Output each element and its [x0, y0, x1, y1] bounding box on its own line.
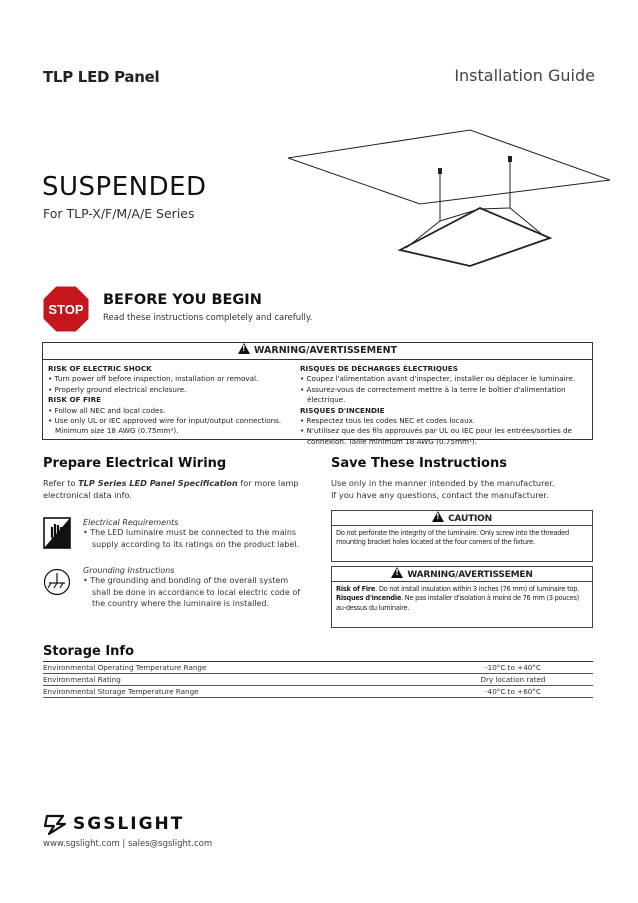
warning-header [43, 343, 592, 360]
electrical-requirements-heading: Electrical Requirements [83, 518, 179, 527]
warning-en-heading-shock: RISK OF ELECTRIC SHOCK [48, 364, 152, 373]
save-instructions-heading: Save These Instructions [331, 456, 507, 471]
risques-incendie-text: . Ne pas installer d'isolation à moins de 76 mm (3 pouces) au-dessus du luminaire. [336, 594, 579, 612]
suspended-panel-illustration [280, 128, 610, 268]
caution-triangle-icon [432, 511, 444, 522]
insulation-warning-box [331, 566, 593, 628]
electrical-hand-icon [43, 517, 71, 549]
insulation-warning-text [332, 582, 592, 616]
insulation-warning-header-text: WARNING/AVERTISSEMEN [407, 570, 533, 580]
row-label: Environmental Storage Temperature Range [43, 686, 433, 698]
caution-header [332, 511, 592, 526]
warning-en-item: • Properly ground electrical enclosure. [48, 384, 187, 394]
before-you-begin-text: Read these instructions completely and carefully. [103, 313, 313, 323]
row-label: Environmental Operating Temperature Range [43, 662, 433, 674]
warning-en-item: • Use only UL or IEC approved wire for input/output connections. Minimum size 18 AWG (0.75mm²). [48, 416, 282, 436]
risques-incendie-label: Risques d'incendie [336, 594, 402, 603]
warning-triangle-icon [238, 343, 250, 354]
warning-en-heading-fire: RISK OF FIRE [48, 395, 102, 405]
row-label: Environmental Rating [43, 674, 433, 686]
spec-reference-link[interactable]: TLP Series LED Panel Specification [78, 478, 238, 488]
brand-logo-text: SGSLIGHT [73, 814, 185, 834]
save-instructions-text [331, 477, 601, 501]
warning-fr-item: • Respectez tous les codes NEC et codes locaux. [300, 416, 476, 426]
storage-table [43, 661, 593, 698]
risk-of-fire-text: . Do not install insulation within 3 inches (76 mm) of luminaire top. [375, 585, 579, 593]
warning-fr-item: • Coupez l'alimentation avant d'inspecter, installer ou déplacer le luminaire. [300, 374, 576, 384]
warning-fr-item: • Assurez-vous de correctement mettre à la terre le boîtier d'alimentation électrique. [300, 384, 566, 405]
ground-symbol-icon [43, 568, 71, 596]
warning-fr-item: • N'utilisez que des fils approuvés par UL ou IEC pour les entrées/sorties de connexion. Taille minimum 18 AWG (0.75mm²). [300, 426, 572, 446]
caution-text: Do not perforate the integrity of the luminaire. Only screw into the threaded mounting bracket holes located at the four corners of the fixture. [336, 529, 569, 547]
prepare-wiring-heading: Prepare Electrical Wiring [43, 456, 227, 471]
warning-english [48, 364, 296, 437]
row-value: -10°C to +40°C [433, 662, 593, 674]
warning-box [42, 342, 593, 446]
warning-fr-heading-shock: RISQUES DE DÉCHARGES ÉLECTRIQUES [300, 364, 458, 373]
sgslight-logo-icon [43, 814, 67, 836]
grounding-instructions-heading: Grounding Instructions [83, 566, 175, 575]
caution-header-text: CAUTION [448, 514, 492, 524]
before-you-begin-heading: BEFORE YOU BEGIN [103, 292, 262, 308]
save-line-1: Use only in the manner intended by the manufacturer. [331, 478, 555, 488]
warning-header-text: WARNING/AVERTISSEMENT [254, 345, 397, 356]
prepare-wiring-text [43, 477, 303, 501]
prepare-text-pre: Refer to [43, 478, 79, 488]
product-name: TLP LED Panel [43, 68, 160, 86]
grounding-instructions [83, 566, 308, 610]
insulation-warning-header [332, 567, 592, 582]
warning-fr-heading-fire: RISQUES D'INCENDIE [300, 405, 385, 415]
series-subtitle: For TLP-X/F/M/A/E Series [43, 206, 195, 221]
stop-sign-icon [42, 285, 90, 333]
row-value: Dry location rated [433, 674, 593, 686]
caution-box [331, 510, 593, 562]
table-row [43, 686, 593, 698]
risk-of-fire-label: Risk of Fire [336, 585, 376, 593]
storage-info-heading: Storage Info [43, 644, 135, 659]
warning-triangle-icon [391, 567, 403, 578]
warning-en-item: • Turn power off before inspection, installation or removal. [48, 374, 259, 384]
electrical-requirements-item: • The LED luminaire must be connected to the mains supply according to its ratings on the product label. [83, 528, 300, 549]
row-value: -40°C to +60°C [433, 686, 593, 698]
contact-info[interactable]: www.sgslight.com | sales@sgslight.com [43, 839, 213, 849]
stop-label: STOP [48, 302, 84, 317]
warning-french [300, 364, 590, 447]
page-title: SUSPENDED [42, 172, 207, 202]
electrical-requirements [83, 518, 308, 550]
table-row [43, 662, 593, 674]
grounding-instructions-item: • The grounding and bonding of the overall system shall be done in accordance to local electric code of the country where the luminaire is installed. [83, 576, 301, 608]
warning-en-item: • Follow all NEC and local codes. [48, 405, 166, 415]
guide-title: Installation Guide [454, 66, 595, 85]
prepare-text-post: for more lamp electronical data info. [43, 478, 299, 500]
save-line-2: If you have any questions, contact the manufacturer. [331, 490, 549, 500]
table-row [43, 674, 593, 686]
